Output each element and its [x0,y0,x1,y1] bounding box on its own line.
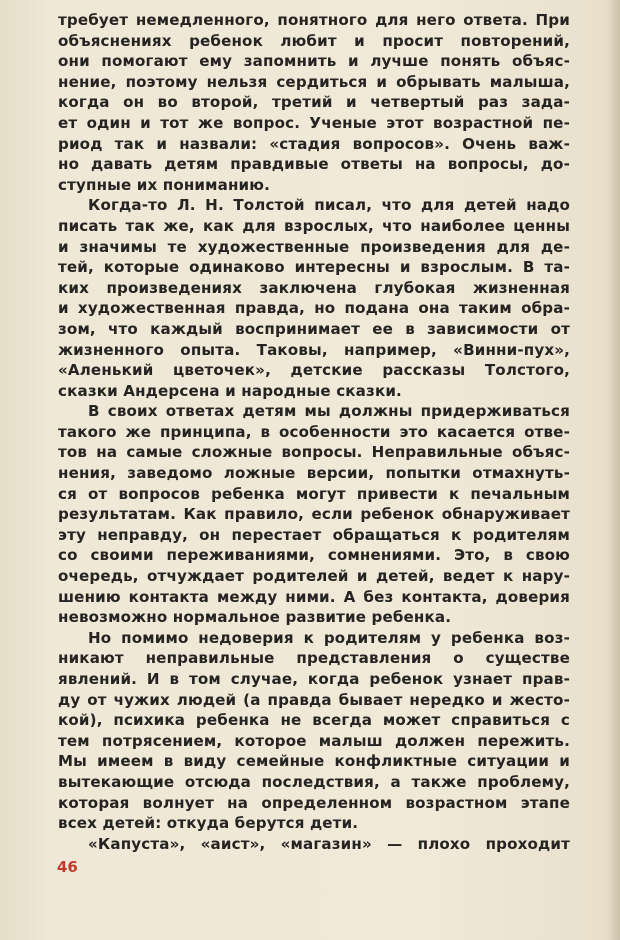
text-line: сказки Андерсена и народные сказки. [58,381,402,400]
text-line: нение, поэтому нельзя сердиться и обрывать малыша, [58,72,570,91]
text-line: очередь, отчуждает родителей и детей, ведет к нару- [58,567,570,586]
page-edge-shadow [608,0,620,940]
text-line: эту неправду, он перестает обращаться к родителям [58,525,570,544]
text-line: вытекающие отсюда последствия, а также проблему, [58,772,570,791]
text-line: никают неправильные представления о существе [58,649,570,668]
text-line: «Капуста», «аист», «магазин» — плохо проходит [88,834,570,853]
text-line: писать так же, как для взрослых, что наиболее ценны [58,216,570,235]
body-text [58,10,570,854]
paragraph [58,195,570,401]
text-line: «Аленький цветочек», детские рассказы Толстого, [58,361,570,380]
paragraph [58,10,570,195]
text-line: и художественная правда, но подана она таким обра- [58,299,570,318]
text-line: В своих ответах детям мы должны придерживаться [88,402,570,421]
text-line: ся от вопросов ребенка могут привести к печальным [58,484,570,503]
text-line: Когда-то Л. Н. Толстой писал, что для детей надо [88,196,570,215]
text-line: кой), психика ребенка не всегда может справиться с [58,711,570,730]
text-line: и значимы те художественные произведения для де- [58,237,570,256]
text-line: ет один и тот же вопрос. Ученые этот возрастной пе- [58,113,570,132]
text-line: когда он во второй, третий и четвертый раз зада- [58,93,570,112]
text-line: ступные их пониманию. [58,175,270,194]
text-line: всех детей: откуда берутся дети. [58,814,359,833]
text-line: со своими переживаниями, сомнениями. Это, в свою [58,546,570,565]
text-line: объяснениях ребенок любит и просит повторений, [58,31,570,50]
text-line: явлений. И в том случае, когда ребенок узнает прав- [58,670,570,688]
text-line: шению контакта между ними. А без контакта, доверия [58,587,570,606]
text-line: Но помимо недоверия к родителям у ребенка воз- [88,628,570,647]
text-line: ких произведениях заключена глубокая жизненная [58,278,570,297]
paragraph [58,628,570,834]
text-line: которая волнует на определенном возрастном этапе [58,793,570,812]
text-line: риод так и назвали: «стадия вопросов». Очень важ- [58,134,570,153]
text-line: Мы имеем в виду семейные конфликтные ситуации и [58,752,570,771]
text-line: но давать детям правдивые ответы на вопросы, до- [58,155,570,174]
text-line: тем потрясением, которое малыш должен пережить. [58,731,570,750]
text-line: невозможно нормальное развитие ребенка. [58,608,452,627]
text-line: такого же принципа, в особенности это касается отве- [58,422,570,441]
text-line: тей, которые одинаково интересны и взрослым. В та- [58,258,570,277]
text-line: зом, что каждый воспринимает ее в зависимости от [58,319,570,338]
text-line: ду от чужих людей (а правда бывает нередко и жесто- [58,690,570,709]
page-number: 46 [57,858,78,876]
text-line: результатам. Как правило, если ребенок обнаруживает [58,505,570,524]
paragraph [58,401,570,628]
text-line: нения, заведомо ложные версии, попытки отмахнуть- [58,464,570,483]
text-line: требует немедленного, понятного для него ответа. При [58,11,570,29]
text-line: они помогают ему запомнить и лучше понять объяс- [58,52,570,71]
text-line: жизненного опыта. Таковы, например, «Винни-пух», [58,340,570,359]
paragraph [58,834,570,855]
text-line: тов на самые сложные вопросы. Неправильные объяс- [58,443,570,462]
